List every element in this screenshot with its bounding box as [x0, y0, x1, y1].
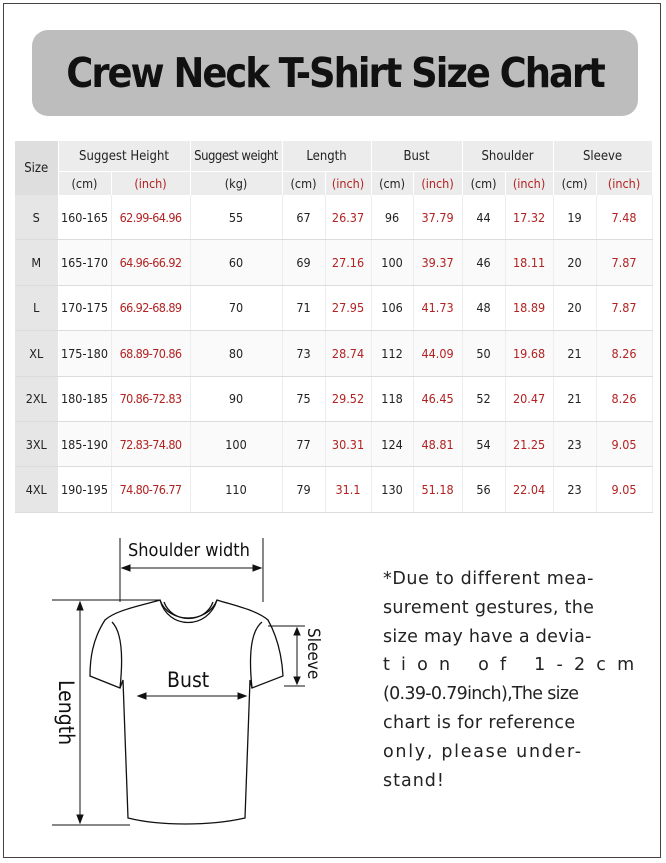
table-cell: 160-165 [58, 195, 111, 240]
page-title: Crew Neck T-Shirt Size Chart [66, 49, 604, 97]
table-cell: 96 [371, 195, 413, 240]
table-cell: 8.26 [596, 376, 652, 421]
table-cell: 118 [371, 376, 413, 421]
table-cell: 21 [553, 376, 596, 421]
title-banner [32, 30, 638, 116]
table-cell: 23 [553, 467, 596, 512]
unit-header: (kg) [190, 172, 282, 196]
table-cell: 72.83-74.80 [111, 421, 190, 466]
table-cell: 9.05 [596, 467, 652, 512]
table-cell: 18.11 [505, 240, 553, 285]
header-row-groups [15, 141, 652, 172]
note-line: surement gestures, the [383, 597, 595, 618]
unit-header: (cm) [553, 172, 596, 196]
table-cell: 30.31 [325, 421, 371, 466]
size-cell: S [15, 195, 58, 240]
table-cell: 7.87 [596, 285, 652, 330]
shoulder-width-label: Shoulder width [128, 540, 250, 561]
header-size: Size [15, 141, 58, 195]
table-cell: 56 [462, 467, 505, 512]
size-table-body [15, 195, 652, 512]
size-cell: XL [15, 331, 58, 376]
table-cell: 27.16 [325, 240, 371, 285]
size-cell: 3XL [15, 421, 58, 466]
table-cell: 19.68 [505, 331, 553, 376]
table-cell: 185-190 [58, 421, 111, 466]
table-cell: 52 [462, 376, 505, 421]
size-cell: M [15, 240, 58, 285]
table-cell: 17.32 [505, 195, 553, 240]
note-line: chart is for reference [383, 712, 576, 733]
table-cell: 60 [190, 240, 282, 285]
table-cell: 20 [553, 240, 596, 285]
table-row [15, 331, 652, 376]
table-cell: 112 [371, 331, 413, 376]
table-cell: 190-195 [58, 467, 111, 512]
table-cell: 180-185 [58, 376, 111, 421]
table-cell: 64.96-66.92 [111, 240, 190, 285]
table-row [15, 240, 652, 285]
table-cell: 66.92-68.89 [111, 285, 190, 330]
note-line: stand! [383, 770, 445, 791]
table-cell: 39.37 [413, 240, 462, 285]
table-cell: 19 [553, 195, 596, 240]
unit-header: (inch) [111, 172, 190, 196]
table-cell: 67 [282, 195, 325, 240]
table-cell: 37.79 [413, 195, 462, 240]
table-cell: 7.48 [596, 195, 652, 240]
unit-header: (cm) [282, 172, 325, 196]
table-cell: 7.87 [596, 240, 652, 285]
table-cell: 74.80-76.77 [111, 467, 190, 512]
table-cell: 73 [282, 331, 325, 376]
sleeve-label: Sleeve [303, 628, 323, 680]
table-cell: 106 [371, 285, 413, 330]
table-cell: 70.86-72.83 [111, 376, 190, 421]
table-cell: 75 [282, 376, 325, 421]
table-row [15, 376, 652, 421]
header-length: Length [282, 141, 371, 172]
table-cell: 48 [462, 285, 505, 330]
table-cell: 28.74 [325, 331, 371, 376]
size-cell: L [15, 285, 58, 330]
unit-header: (inch) [596, 172, 652, 196]
header-bust: Bust [371, 141, 462, 172]
table-cell: 44 [462, 195, 505, 240]
length-label: Length [54, 680, 78, 746]
header-row-units [15, 172, 652, 196]
table-cell: 51.18 [413, 467, 462, 512]
unit-header: (inch) [505, 172, 553, 196]
table-cell: 130 [371, 467, 413, 512]
table-cell: 77 [282, 421, 325, 466]
size-cell: 2XL [15, 376, 58, 421]
table-cell: 29.52 [325, 376, 371, 421]
note-line: size may have a devia- [383, 626, 592, 647]
table-cell: 44.09 [413, 331, 462, 376]
table-cell: 170-175 [58, 285, 111, 330]
table-cell: 46 [462, 240, 505, 285]
table-cell: 50 [462, 331, 505, 376]
bust-label: Bust [167, 668, 210, 692]
table-cell: 26.37 [325, 195, 371, 240]
table-cell: 70 [190, 285, 282, 330]
table-cell: 79 [282, 467, 325, 512]
note-line: tion of 1-2cm [383, 655, 646, 676]
size-chart-table [15, 141, 653, 513]
header-shoulder: Shoulder [462, 141, 553, 172]
table-cell: 71 [282, 285, 325, 330]
table-cell: 110 [190, 467, 282, 512]
table-cell: 100 [190, 421, 282, 466]
table-cell: 20.47 [505, 376, 553, 421]
table-cell: 31.1 [325, 467, 371, 512]
note-line: *Due to different mea- [383, 569, 594, 589]
header-weight: Suggest weight [190, 141, 282, 172]
table-cell: 54 [462, 421, 505, 466]
table-row [15, 421, 652, 466]
table-cell: 27.95 [325, 285, 371, 330]
table-cell: 20 [553, 285, 596, 330]
table-cell: 48.81 [413, 421, 462, 466]
note-line: only, please under- [383, 741, 583, 762]
unit-header: (inch) [325, 172, 371, 196]
table-cell: 175-180 [58, 331, 111, 376]
size-cell: 4XL [15, 467, 58, 512]
table-row [15, 195, 652, 240]
table-row [15, 467, 652, 512]
note-line: (0.39-0.79inch),The size [383, 684, 579, 705]
unit-header: (inch) [413, 172, 462, 196]
table-cell: 69 [282, 240, 325, 285]
unit-header: (cm) [371, 172, 413, 196]
table-cell: 8.26 [596, 331, 652, 376]
table-cell: 9.05 [596, 421, 652, 466]
unit-header: (cm) [462, 172, 505, 196]
table-cell: 90 [190, 376, 282, 421]
table-cell: 21 [553, 331, 596, 376]
table-cell: 18.89 [505, 285, 553, 330]
table-cell: 124 [371, 421, 413, 466]
table-cell: 46.45 [413, 376, 462, 421]
table-row [15, 285, 652, 330]
table-cell: 23 [553, 421, 596, 466]
table-cell: 62.99-64.96 [111, 195, 190, 240]
table-cell: 100 [371, 240, 413, 285]
header-height: Suggest Height [58, 141, 190, 172]
table-cell: 68.89-70.86 [111, 331, 190, 376]
size-disclaimer-note [383, 565, 646, 795]
table-cell: 41.73 [413, 285, 462, 330]
table-cell: 165-170 [58, 240, 111, 285]
unit-header: (cm) [58, 172, 111, 196]
table-cell: 21.25 [505, 421, 553, 466]
table-cell: 55 [190, 195, 282, 240]
table-cell: 80 [190, 331, 282, 376]
header-sleeve: Sleeve [553, 141, 652, 172]
tshirt-diagram [0, 520, 380, 850]
table-cell: 22.04 [505, 467, 553, 512]
